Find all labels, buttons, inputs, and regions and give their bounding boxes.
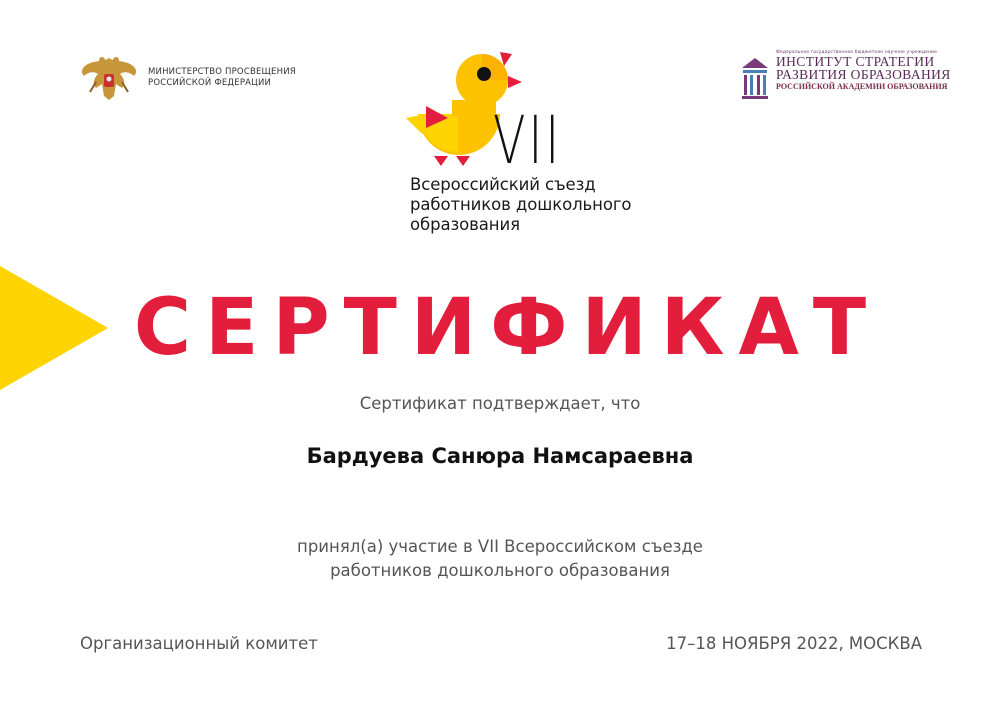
congress-name — [410, 175, 631, 235]
congress-name-line1: Всероссийский съезд — [410, 175, 596, 194]
certificate-title: СЕРТИФИКАТ — [133, 283, 881, 373]
congress-name-line3: образования — [410, 215, 520, 234]
ministry-logo — [78, 52, 296, 104]
institute-name-line3: РОССИЙСКОЙ АКАДЕМИИ ОБРАЗОВАНИЯ — [776, 82, 948, 91]
ministry-name-line1: МИНИСТЕРСТВО ПРОСВЕЩЕНИЯ — [148, 67, 296, 77]
certificate-confirm-text: Сертификат подтверждает, что — [359, 394, 641, 413]
institute-name-line1: ИНСТИТУТ СТРАТЕГИИ — [776, 54, 935, 69]
participation-text — [0, 535, 1000, 583]
institute-logo — [740, 50, 951, 102]
institute-building-icon — [740, 56, 770, 102]
congress-name-line2: работников дошкольного — [410, 195, 632, 214]
congress-number: VII — [493, 102, 563, 179]
recipient-name: Бардуева Санюра Намсараевна — [306, 444, 694, 468]
event-date-location: 17–18 НОЯБРЯ 2022, МОСКВА — [666, 634, 922, 653]
institute-name-line2: РАЗВИТИЯ ОБРАЗОВАНИЯ — [776, 67, 951, 82]
participation-line1: принял(а) участие в VII Всероссийском съезде — [297, 537, 703, 556]
double-headed-eagle-icon — [78, 52, 140, 104]
participation-line2: работников дошкольного образования — [330, 561, 670, 580]
organizing-committee: Организационный комитет — [80, 634, 318, 653]
institute-status: Федеральное государственное бюджетное научное учреждение — [776, 50, 937, 55]
ministry-name-line2: РОССИЙСКОЙ ФЕДЕРАЦИИ — [148, 78, 272, 88]
